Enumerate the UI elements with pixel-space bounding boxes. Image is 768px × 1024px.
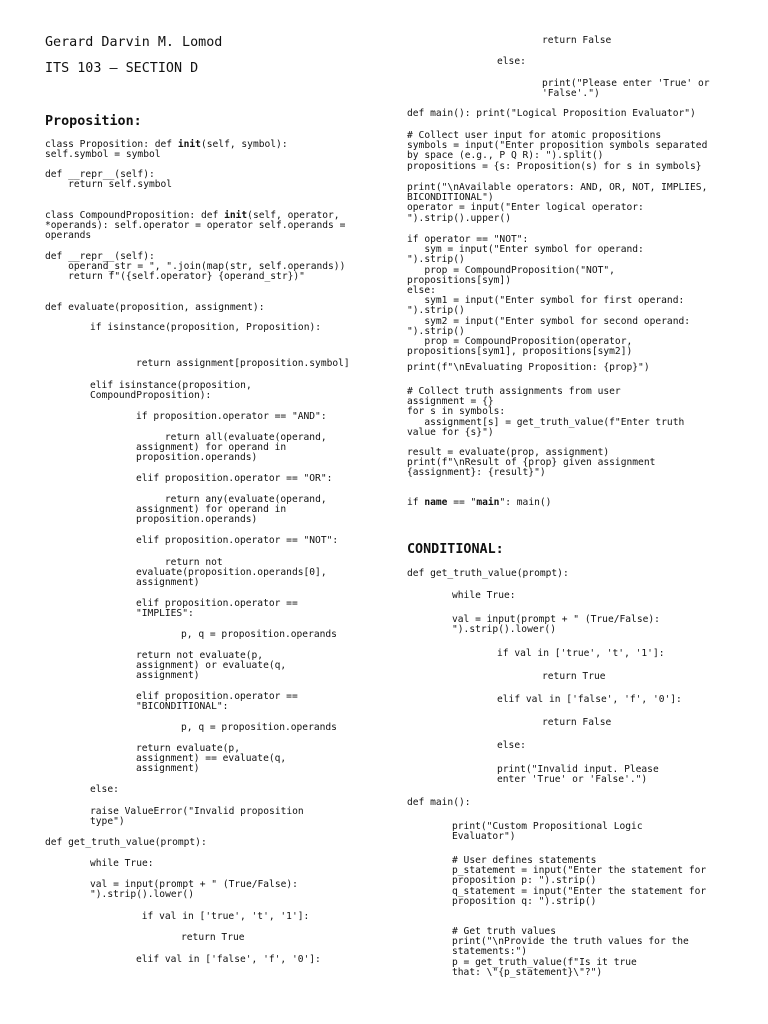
code-block: def __repr__(self): operand_str = ", ".join(map(str, self.operands)) return f"({self.operator} {operand_str})"	[45, 251, 346, 283]
code-block: def __repr__(self): return self.symbol	[45, 169, 173, 191]
code-block: def get_truth_value(prompt):	[45, 837, 207, 848]
code-block: def get_truth_value(prompt):	[407, 568, 569, 579]
course-section: ITS 103 — SECTION D	[45, 61, 199, 76]
author-name: Gerard Darvin M. Lomod	[45, 35, 223, 50]
code-block: return True	[181, 932, 245, 943]
code-block: if isinstance(proposition, Proposition):	[90, 322, 322, 333]
code-block: print("Custom Propositional Logic Evaluator")	[452, 821, 643, 843]
section-heading-proposition: Proposition:	[45, 114, 142, 129]
code-block: while True:	[90, 858, 154, 869]
section-heading-conditional: CONDITIONAL:	[407, 542, 504, 557]
code-block: elif proposition.operator == "NOT":	[136, 535, 339, 546]
code-block: return any(evaluate(operand, assignment) for operand in proposition.operands)	[136, 494, 327, 526]
code-block: result = evaluate(prop, assignment) print(f"\nResult of {prop} given assignment {assignment}: {result}")	[407, 447, 656, 479]
code-block: # User defines statements p_statement = input("Enter the statement for proposition p: ").strip() q_statement = input("Enter the statement for proposition q: ").strip()	[452, 855, 707, 907]
code-block: if operator == "NOT": sym = input("Enter symbol for operand: ").strip() prop = CompoundProposition("NOT", propositions[sym]) else: sym1 = input("Enter symbol for first operand: ").strip() sym2 = input("Enter symbol for second operand: ").strip() prop = CompoundProposition(operator, propositions[sym1], propositions[sym2])	[407, 234, 691, 358]
code-block: print("Please enter 'True' or 'False'.")	[542, 78, 710, 100]
code-block: elif val in ['false', 'f', '0']:	[136, 954, 321, 965]
code-block: # Collect truth assignments from user assignment = {} for s in symbols: assignment[s] = get_truth_value(f"Enter truth value for {s}")	[407, 386, 685, 438]
code-block: return True	[542, 671, 606, 682]
code-block: raise ValueError("Invalid proposition type")	[90, 806, 304, 828]
code-block: p, q = proposition.operands	[181, 722, 337, 733]
code-block: if proposition.operator == "AND":	[136, 411, 327, 422]
code-block: val = input(prompt + " (True/False): ").strip().lower()	[90, 879, 298, 901]
code-block: def evaluate(proposition, assignment):	[45, 302, 265, 313]
code-block: return assignment[proposition.symbol]	[136, 358, 350, 369]
code-block: while True:	[452, 590, 516, 601]
code-block: def main():	[407, 797, 471, 808]
code-block: if val in ['true', 't', '1']:	[497, 648, 665, 659]
code-block: print("\nAvailable operators: AND, OR, NOT, IMPLIES, BICONDITIONAL") operator = input("Enter logical operator: ").strip().upper()	[407, 182, 708, 224]
code-block: else:	[497, 740, 526, 751]
code-block: else:	[497, 56, 526, 67]
code-block: return False	[542, 717, 612, 728]
code-block: if name == "main": main()	[407, 497, 552, 508]
code-block: return all(evaluate(operand, assignment) for operand in proposition.operands)	[136, 432, 327, 464]
code-block: class CompoundProposition: def init(self, operator, *operands): self.operator = operator self.operands = operands	[45, 210, 346, 242]
code-block: return evaluate(p, assignment) == evaluate(q, assignment)	[136, 743, 287, 775]
code-block: p, q = proposition.operands	[181, 629, 337, 640]
code-block: # Get truth values print("\nProvide the truth values for the statements:") p = get_truth_value(f"Is it true that: \"{p_statement}\"?")	[452, 926, 689, 978]
code-block: val = input(prompt + " (True/False): ").strip().lower()	[452, 614, 660, 636]
code-block: if val in ['true', 't', '1']:	[136, 911, 310, 922]
code-block: elif isinstance(proposition, CompoundProposition):	[90, 380, 252, 402]
code-block: elif proposition.operator == "OR":	[136, 473, 333, 484]
code-block: print("Invalid input. Please enter 'True' or 'False'.")	[497, 764, 659, 786]
code-block: class Proposition: def init(self, symbol): self.symbol = symbol	[45, 139, 288, 161]
code-block: return not evaluate(proposition.operands[0], assignment)	[136, 557, 327, 589]
code-block: else:	[90, 784, 119, 795]
code-block: elif proposition.operator == "IMPLIES":	[136, 598, 298, 620]
code-block: elif proposition.operator == "BICONDITIONAL":	[136, 691, 298, 713]
code-block: return not evaluate(p, assignment) or evaluate(q, assignment)	[136, 650, 287, 682]
code-block: # Collect user input for atomic propositions symbols = input("Enter proposition symbols separated by space (e.g., P Q R): ").split() propositions = {s: Proposition(s) for s in symbols}	[407, 130, 708, 172]
code-block: print(f"\nEvaluating Proposition: {prop}")	[407, 362, 650, 373]
code-block: elif val in ['false', 'f', '0']:	[497, 694, 682, 705]
code-block: return False	[542, 35, 612, 46]
code-block: def main(): print("Logical Proposition Evaluator")	[407, 108, 696, 119]
